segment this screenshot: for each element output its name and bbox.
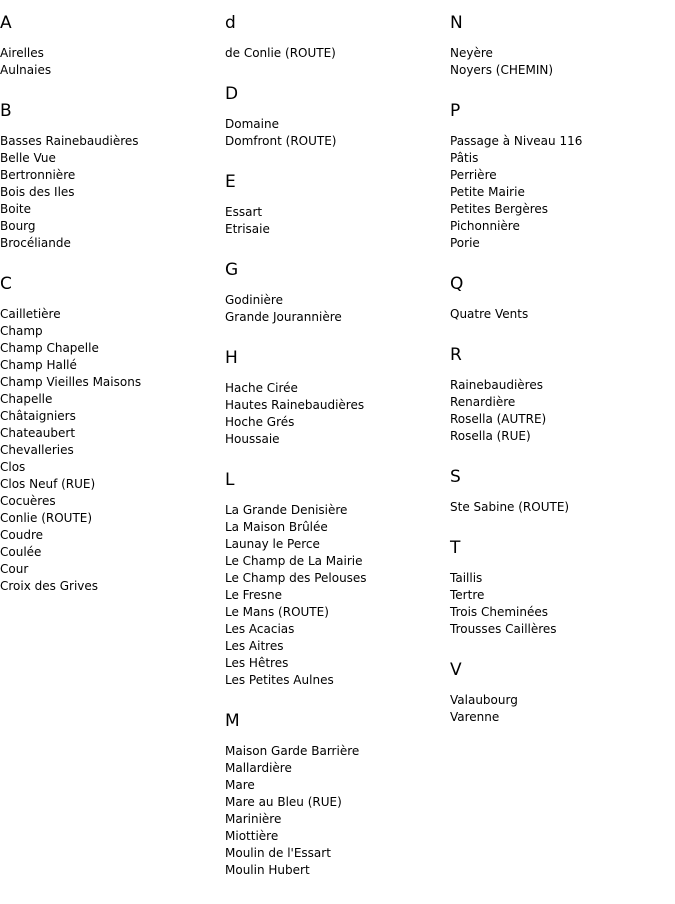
street-link[interactable]: Conlie (ROUTE) [0,511,93,525]
street-link[interactable]: Croix des Grives [0,579,99,593]
street-link[interactable]: Passage à Niveau 116 [450,134,583,148]
letter-group [0,103,220,252]
street-link[interactable]: Domfront (ROUTE) [225,134,337,148]
street-link[interactable]: Bois des Iles [0,185,75,199]
letter-heading: M [225,711,240,731]
street-list [225,45,445,62]
street-list [225,743,445,879]
street-link[interactable]: Renardière [450,395,516,409]
street-link[interactable]: Maison Garde Barrière [225,744,360,758]
street-list [0,133,220,252]
street-link[interactable]: Les Aitres [225,639,284,653]
street-link[interactable]: Rosella (RUE) [450,429,531,443]
street-link[interactable]: Coulée [0,545,42,559]
street-link[interactable]: Cailletière [0,307,61,321]
street-link[interactable]: Chevalleries [0,443,74,457]
street-list [0,45,220,79]
letter-heading: H [225,348,238,368]
street-link[interactable]: Mare au Bleu (RUE) [225,795,342,809]
street-link[interactable]: Marinière [225,812,282,826]
street-link[interactable]: Rainebaudières [450,378,543,392]
letter-heading: P [450,101,461,121]
street-link[interactable]: Tertre [450,588,485,602]
street-link[interactable]: Ste Sabine (ROUTE) [450,500,570,514]
letter-group [450,276,670,323]
street-link[interactable]: Champ Vieilles Maisons [0,375,142,389]
street-link[interactable]: Houssaie [225,432,280,446]
letter-group [225,472,445,689]
street-link[interactable]: Perrière [450,168,497,182]
letter-group [450,15,670,79]
street-list [225,380,445,448]
street-link[interactable]: Les Hêtres [225,656,289,670]
street-link[interactable]: La Grande Denisière [225,503,348,517]
street-link[interactable]: Miottière [225,829,279,843]
street-list [225,116,445,150]
letter-group [225,713,445,879]
street-link[interactable]: Pâtis [450,151,479,165]
letter-group [450,662,670,726]
letter-heading: A [0,13,12,33]
street-link[interactable]: Coudre [0,528,43,542]
street-list [450,499,670,516]
street-link[interactable]: Champ Chapelle [0,341,99,355]
street-link[interactable]: Rosella (AUTRE) [450,412,547,426]
street-link[interactable]: Noyers (CHEMIN) [450,63,554,77]
street-link[interactable]: de Conlie (ROUTE) [225,46,336,60]
street-list [450,306,670,323]
letter-heading: D [225,84,239,104]
letter-group [450,103,670,252]
letter-group [225,15,445,62]
index-column-2 [225,0,445,903]
street-link[interactable]: Basses Rainebaudières [0,134,139,148]
street-link[interactable]: Les Petites Aulnes [225,673,334,687]
street-link[interactable]: Châtaigniers [0,409,76,423]
street-link[interactable]: Porie [450,236,480,250]
street-link[interactable]: Cour [0,562,29,576]
street-link[interactable]: Clos [0,460,26,474]
street-list [450,133,670,252]
street-link[interactable]: Moulin Hubert [225,863,310,877]
street-link[interactable]: Hautes Rainebaudières [225,398,365,412]
street-link[interactable]: Moulin de l'Essart [225,846,331,860]
letter-heading: B [0,101,12,121]
street-link[interactable]: Boite [0,202,31,216]
street-link[interactable]: Champ [0,324,43,338]
street-link[interactable]: Hoche Grés [225,415,295,429]
letter-group [450,540,670,638]
letter-heading: d [225,13,236,33]
street-link[interactable]: Chateaubert [0,426,76,440]
letter-heading: E [225,172,236,192]
letter-heading: Q [450,274,464,294]
street-list [225,204,445,238]
letter-group [0,276,220,595]
street-link[interactable]: Belle Vue [0,151,56,165]
street-link[interactable]: Petite Mairie [450,185,525,199]
letter-heading: R [450,345,462,365]
street-list [450,692,670,726]
street-link[interactable]: Domaine [225,117,279,131]
letter-group [225,262,445,326]
street-link[interactable]: Brocéliande [0,236,71,250]
street-link[interactable]: Neyère [450,46,493,60]
street-link[interactable]: Chapelle [0,392,53,406]
street-link[interactable]: Aulnaies [0,63,52,77]
letter-heading: G [225,260,239,280]
street-list [450,377,670,445]
letter-group [450,347,670,445]
street-link[interactable]: Petites Bergères [450,202,549,216]
street-list [450,570,670,638]
letter-group [225,350,445,448]
street-list [0,306,220,595]
street-link[interactable]: Hache Cirée [225,381,298,395]
letter-heading: N [450,13,463,33]
index-column-1 [0,0,220,619]
street-link[interactable]: Varenne [450,710,500,724]
letter-heading: V [450,660,462,680]
street-link[interactable]: Grande Jourannière [225,310,342,324]
letter-group [0,15,220,79]
letter-group [225,86,445,150]
street-link[interactable]: Bertronnière [0,168,76,182]
street-link[interactable]: Trousses Caillères [450,622,557,636]
letter-group [450,469,670,516]
letter-heading: C [0,274,12,294]
street-link[interactable]: Clos Neuf (RUE) [0,477,96,491]
street-link[interactable]: Le Champ de La Mairie [225,554,363,568]
street-list [450,45,670,79]
street-link[interactable]: Mallardière [225,761,292,775]
letter-heading: S [450,467,461,487]
street-link[interactable]: Pichonnière [450,219,520,233]
street-link[interactable]: Airelles [0,46,44,60]
street-link[interactable]: Cocuères [0,494,56,508]
street-list [225,502,445,689]
letter-heading: L [225,470,235,490]
street-link[interactable]: Essart [225,205,263,219]
letter-heading: T [450,538,461,558]
street-link[interactable]: Valaubourg [450,693,518,707]
street-link[interactable]: Les Acacias [225,622,295,636]
street-link[interactable]: Taillis [450,571,483,585]
street-link[interactable]: Godinière [225,293,283,307]
street-link[interactable]: Mare [225,778,255,792]
street-link[interactable]: Trois Cheminées [450,605,548,619]
index-column-3 [450,0,670,750]
street-link[interactable]: Quatre Vents [450,307,529,321]
street-link[interactable]: Etrisaie [225,222,270,236]
street-link[interactable]: Launay le Perce [225,537,320,551]
street-link[interactable]: La Maison Brûlée [225,520,328,534]
street-link[interactable]: Champ Hallé [0,358,77,372]
street-link[interactable]: Le Mans (ROUTE) [225,605,329,619]
street-link[interactable]: Le Fresne [225,588,282,602]
street-list [225,292,445,326]
letter-group [225,174,445,238]
street-link[interactable]: Bourg [0,219,36,233]
street-link[interactable]: Le Champ des Pelouses [225,571,367,585]
